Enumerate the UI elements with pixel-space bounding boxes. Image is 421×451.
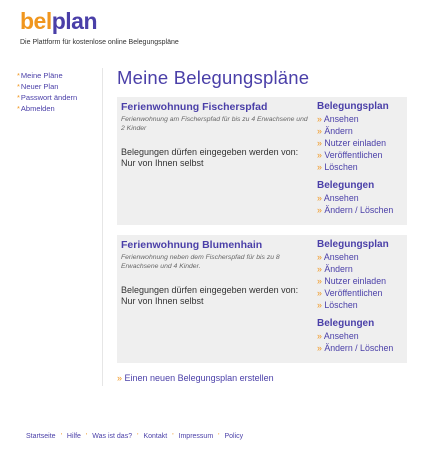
action-label: Ändern / Löschen [324,343,394,353]
logo-part-plan: plan [51,8,98,34]
bullet-icon: » [317,138,322,148]
create-new-plan-link[interactable] [117,373,274,383]
action-nutzer-einladen[interactable] [317,137,407,149]
link-label: Einen neuen Belegungsplan erstellen [124,373,274,383]
bullet-icon: » [317,162,322,172]
bullet-icon: » [317,205,322,215]
separator: ' [85,433,88,440]
logo-part-bel: bel [20,8,52,34]
action-label: Ansehen [323,114,359,124]
footer-was-ist-das[interactable]: Was ist das? [92,433,133,440]
bookings-ansehen[interactable] [317,192,407,204]
bullet-icon: » [317,276,322,286]
separator: ' [137,433,139,440]
plan-description: Ferienwohnung am Fischerspfad für bis zu 4 Erwachsene und 2 Kinder [121,116,308,132]
bookings-aendern-loeschen[interactable] [317,204,407,216]
action-label: Ansehen [323,331,359,341]
page-title: Meine Belegungspläne [117,67,310,88]
bullet-icon: » [317,331,322,341]
bookings-heading: Belegungen [317,318,375,329]
bullet-icon: » [117,373,123,383]
nav-label: Meine Pläne [20,71,63,80]
action-label: Ändern / Löschen [324,205,394,215]
plan-actions-heading: Belegungsplan [317,239,389,250]
nav-label: Abmelden [20,104,55,113]
action-label: Löschen [324,162,358,172]
bullet-icon: * [17,104,20,113]
bullet-icon: * [17,71,20,80]
footer-hilfe[interactable]: Hilfe [66,433,81,440]
bullet-icon: » [317,126,322,136]
footer-impressum[interactable]: Impressum [178,433,214,440]
bullet-icon: » [317,264,322,274]
bullet-icon: » [317,288,322,298]
bullet-icon: * [17,93,20,102]
plan-name[interactable]: Ferienwohnung Fischerspfad [121,101,268,113]
action-aendern[interactable] [317,125,407,137]
action-veroeffentlichen[interactable] [317,287,407,299]
bullet-icon: » [317,150,322,160]
nav-meine-plaene[interactable] [17,70,99,81]
bullet-icon: » [317,252,322,262]
action-label: Ansehen [323,252,359,262]
action-ansehen[interactable] [317,113,407,125]
action-loeschen[interactable] [317,299,407,311]
nav-passwort-aendern[interactable] [17,92,99,103]
footer-policy[interactable]: Policy [224,433,244,440]
footer-kontakt[interactable]: Kontakt [143,433,168,440]
plan-name[interactable]: Ferienwohnung Blumenhain [121,239,263,251]
action-label: Löschen [324,300,358,310]
action-label: Veröffentlichen [324,150,383,160]
bookings-aendern-loeschen[interactable] [317,342,407,354]
plan-permission: Belegungen dürfen eingegeben werden von: Nur von Ihnen selbst [121,285,299,306]
divider [102,68,103,386]
plan-card-blumenhain [117,235,407,363]
action-label: Ansehen [323,193,359,203]
action-label: Nutzer einladen [324,138,386,148]
nav-abmelden[interactable] [17,103,99,114]
side-navigation [17,70,99,114]
bookings-ansehen[interactable] [317,330,407,342]
footer [26,433,243,440]
plan-permission: Belegungen dürfen eingegeben werden von: Nur von Ihnen selbst [121,147,299,168]
bullet-icon: » [317,193,322,203]
nav-label: Passwort ändern [20,93,78,102]
bullet-icon: » [317,343,322,353]
plan-actions-heading: Belegungsplan [317,101,389,112]
plan-card-fischerspfad [117,97,407,225]
bookings-heading: Belegungen [317,180,375,191]
nav-label: Neuer Plan [20,82,59,91]
action-label: Ändern [324,264,353,274]
bullet-icon: » [317,114,322,124]
bullet-icon: * [17,82,20,91]
separator: ' [172,433,174,440]
footer-startseite[interactable]: Startseite [26,433,56,440]
action-nutzer-einladen[interactable] [317,275,407,287]
action-label: Ändern [324,126,353,136]
action-ansehen[interactable] [317,251,407,263]
separator: ' [60,433,62,440]
nav-neuer-plan[interactable] [17,81,99,92]
action-veroeffentlichen[interactable] [317,149,407,161]
action-label: Nutzer einladen [324,276,386,286]
plan-description: Ferienwohnung neben dem Fischerspfad für bis zu 8 Erwachsene und 4 Kinder. [121,254,280,270]
logo[interactable] [20,8,97,34]
separator: ' [218,433,220,440]
action-label: Veröffentlichen [324,288,383,298]
action-loeschen[interactable] [317,161,407,173]
bullet-icon: » [317,300,322,310]
action-aendern[interactable] [317,263,407,275]
tagline: Die Plattform für kostenlose online Belegungspläne [20,39,179,46]
